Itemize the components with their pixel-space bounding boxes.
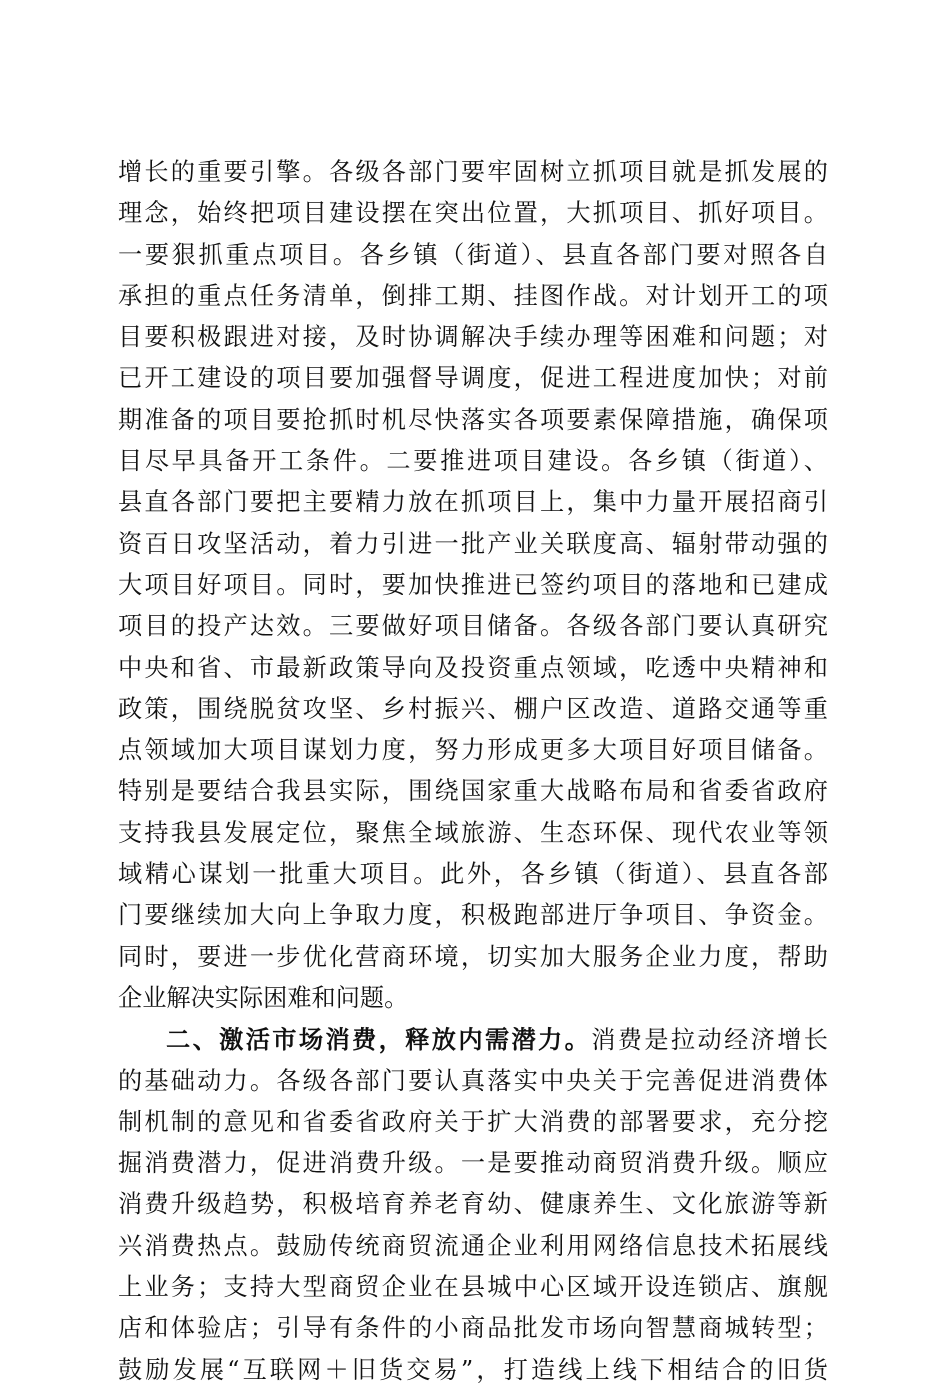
- text-line: 鼓励发展“互联网＋旧货交易”，打造线上线下相结合的旧货: [118, 1355, 828, 1384]
- text-line: 门要继续加大向上争取力度，积极跑部进厅争项目、争资金。: [118, 901, 828, 930]
- text-line: 消费升级趋势，积极培育养老育幼、健康养生、文化旅游等新: [118, 1190, 828, 1219]
- section-2-heading: 二、激活市场消费，释放内需潜力。: [166, 1025, 592, 1055]
- text-line: 兴消费热点。鼓励传统商贸流通企业利用网络信息技术拓展线: [118, 1231, 828, 1260]
- text-line: 特别是要结合我县实际，围绕国家重大战略布局和省委省政府: [118, 777, 828, 806]
- text-line: 理念，始终把项目建设摆在突出位置，大抓项目、抓好项目。: [118, 199, 828, 228]
- text-line: 点领域加大项目谋划力度，努力形成更多大项目好项目储备。: [118, 736, 828, 765]
- text-line: 店和体验店；引导有条件的小商品批发市场向智慧商城转型；: [118, 1314, 828, 1343]
- text-line: 中央和省、市最新政策导向及投资重点领域，吃透中央精神和: [118, 653, 828, 682]
- text-line: 一要狠抓重点项目。各乡镇（街道）、县直各部门要对照各自: [118, 240, 828, 269]
- text-line: 大项目好项目。同时，要加快推进已签约项目的落地和已建成: [118, 570, 828, 599]
- text-line: 项目的投产达效。三要做好项目储备。各级各部门要认真研究: [118, 612, 828, 641]
- section-2-first-line-text: 消费是拉动经济增长: [591, 1026, 828, 1055]
- text-line: 域精心谋划一批重大项目。此外，各乡镇（街道）、县直各部: [118, 860, 828, 889]
- text-line: 企业解决实际困难和问题。: [118, 983, 409, 1012]
- text-line: 承担的重点任务清单，倒排工期、挂图作战。对计划开工的项: [118, 281, 828, 310]
- section-2-first-line: [118, 1019, 828, 1060]
- text-line: 已开工建设的项目要加强督导调度，促进工程进度加快；对前: [118, 364, 828, 393]
- text-line: 增长的重要引擎。各级各部门要牢固树立抓项目就是抓发展的: [118, 158, 828, 186]
- text-line: 制机制的意见和省委省政府关于扩大消费的部署要求，充分挖: [118, 1107, 828, 1136]
- text-line: 政策，围绕脱贫攻坚、乡村振兴、棚户区改造、道路交通等重: [118, 694, 828, 723]
- text-line: 资百日攻坚活动，着力引进一批产业关联度高、辐射带动强的: [118, 529, 828, 558]
- text-line: 同时，要进一步优化营商环境，切实加大服务企业力度，帮助: [118, 942, 828, 971]
- paragraph-1: [118, 152, 828, 1019]
- text-line: 支持我县发展定位，聚焦全域旅游、生态环保、现代农业等领: [118, 818, 828, 847]
- text-line: 期准备的项目要抢抓时机尽快落实各项要素保障措施，确保项: [118, 405, 828, 434]
- text-line: 目尽早具备开工条件。二要推进项目建设。各乡镇（街道）、: [118, 447, 828, 476]
- text-line: 上业务；支持大型商贸企业在县城中心区域开设连锁店、旗舰: [118, 1273, 828, 1302]
- text-line: 目要积极跟进对接，及时协调解决手续办理等困难和问题；对: [118, 323, 828, 352]
- text-line: 的基础动力。各级各部门要认真落实中央关于完善促进消费体: [118, 1066, 828, 1095]
- paragraph-2: [118, 1061, 828, 1391]
- body-text: [118, 152, 828, 1391]
- text-line: 掘消费潜力，促进消费升级。一是要推动商贸消费升级。顺应: [118, 1149, 828, 1178]
- text-line: 县直各部门要把主要精力放在抓项目上，集中力量开展招商引: [118, 488, 828, 517]
